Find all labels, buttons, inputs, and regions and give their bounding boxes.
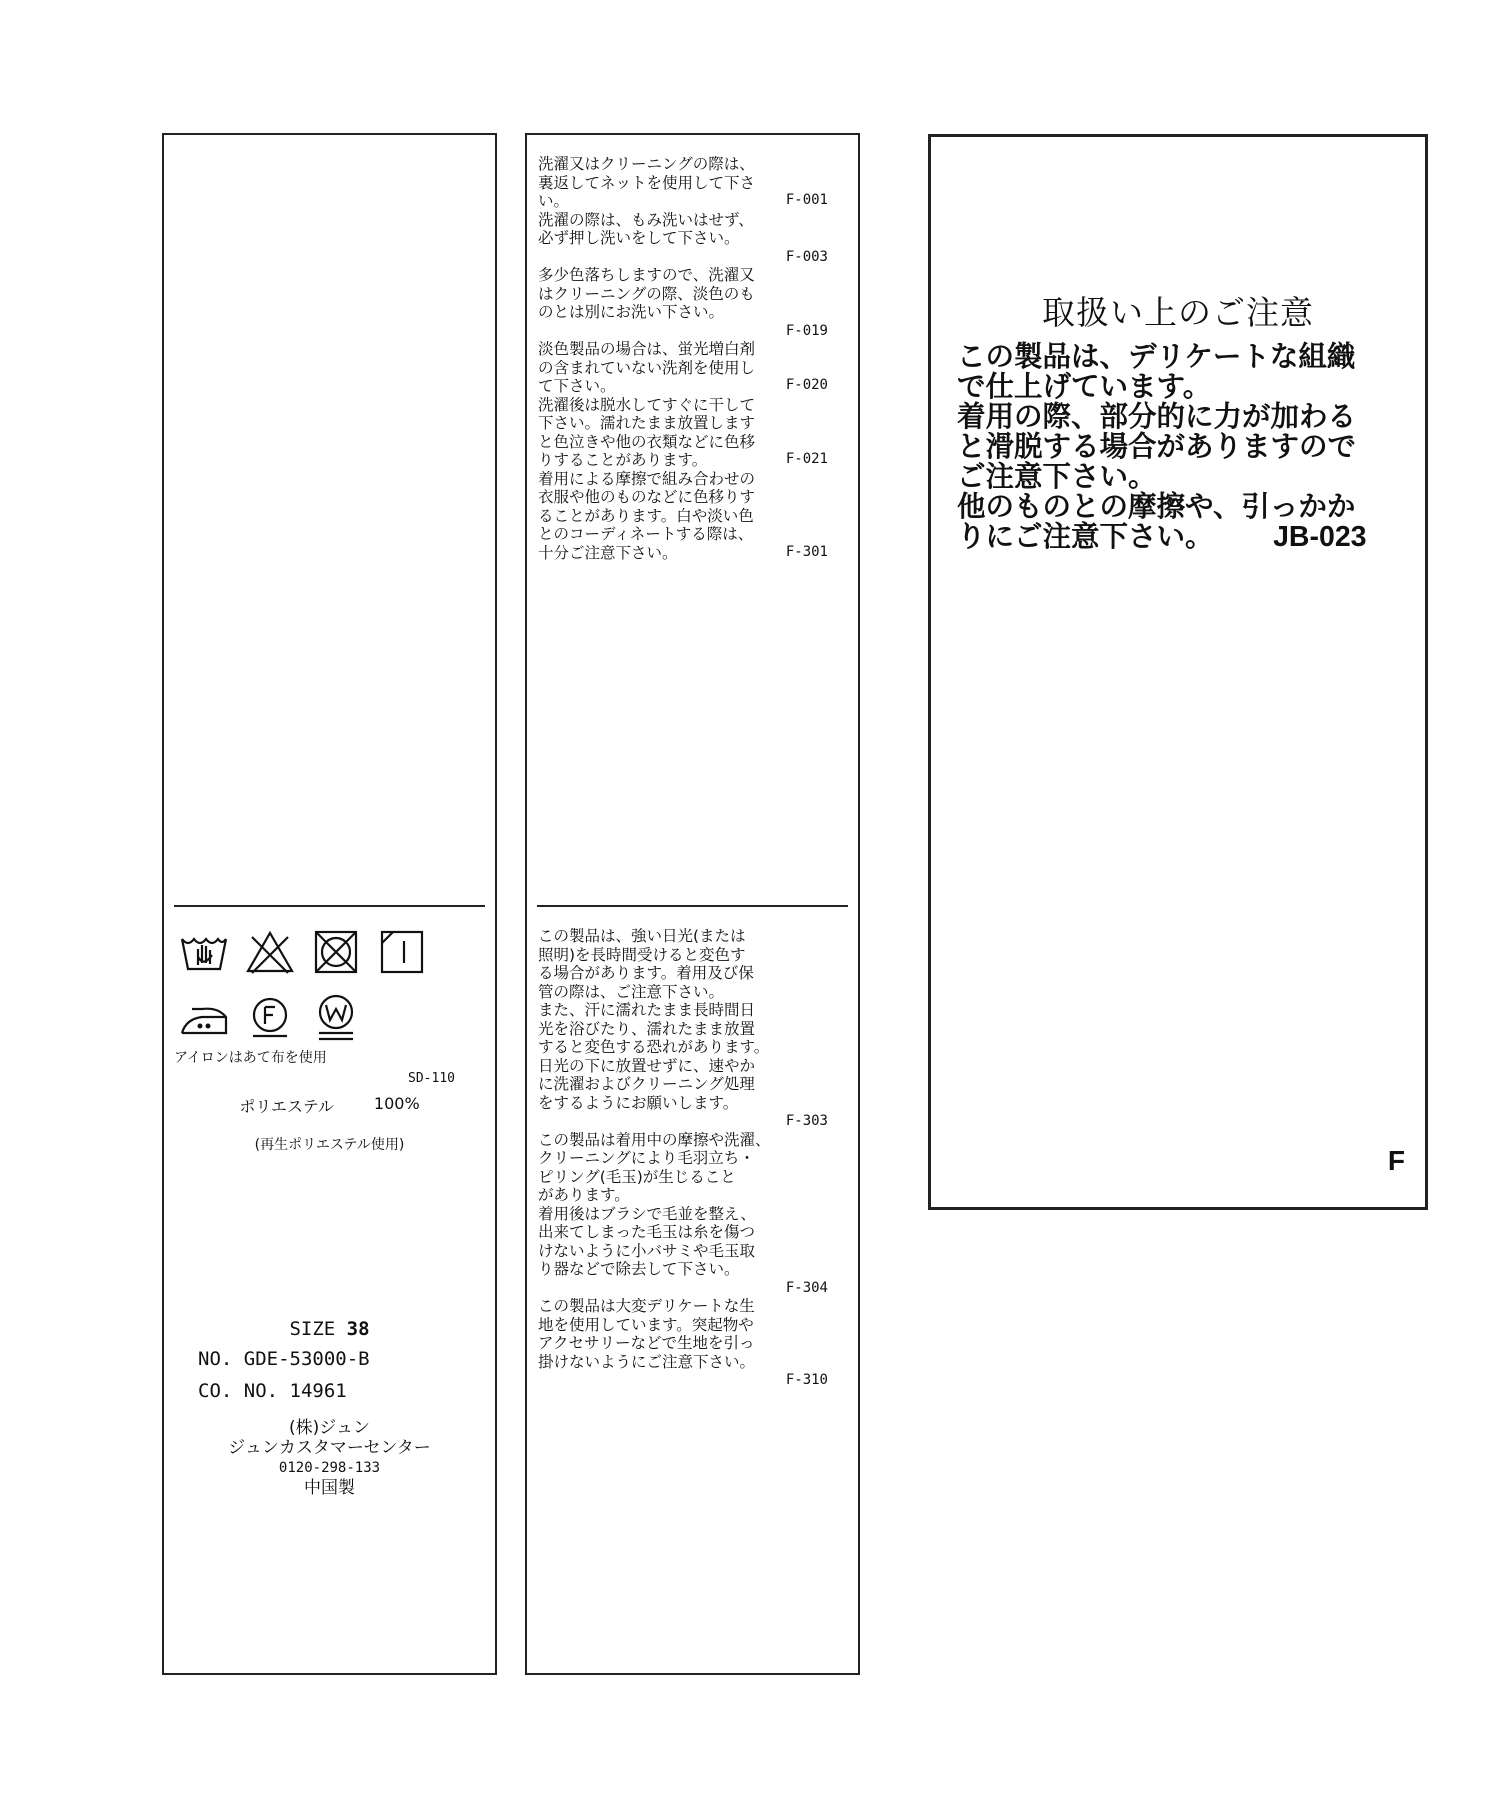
care-label-left [162,133,497,1675]
care-paragraph-text: 洗濯の際は、もみ洗いはせず、 必ず押し洗いをして下さい。 [538,210,754,247]
care-paragraph [538,340,828,396]
caution-code: JB-023 [1273,521,1367,553]
care-paragraph [538,211,828,267]
fiber-composition [164,1094,495,1117]
care-label-middle [525,133,860,1675]
fiber-percent: 100% [373,1094,420,1113]
recycled-note: (再生ポリエステル使用) [254,1137,405,1153]
care-paragraph [538,155,828,211]
maker-info [164,1418,495,1498]
care-paragraph [538,927,828,1131]
customer-center: ジュンカスタマーセンター [228,1438,431,1458]
care-code: F-020 [785,377,828,393]
co-number: CO. NO. 14961 [198,1380,347,1402]
care-symbols-row-2 [178,993,362,1043]
care-paragraph [538,266,828,340]
handling-caution-label [928,134,1428,1210]
label-divider [174,905,485,907]
care-paragraph-text: この製品は着用中の摩擦や洗濯、 クリーニングにより毛羽立ち・ ピリング(毛玉)が生じること があります。 着用後はブラシで毛並を整え、 出来てしまった毛玉は糸を傷つ けないように小バサミや毛玉取 り器などで除去して下さい。 [538,1130,771,1278]
care-code: F-301 [785,543,828,560]
phone-number: 0120-298-133 [278,1460,381,1476]
fiber-name: ポリエステル [239,1097,334,1116]
care-paragraph [538,396,828,470]
care-symbols-row-1 [178,927,428,977]
size-mark: F [1387,1145,1405,1176]
iron-low-icon [178,993,230,1043]
hand-wash-40-icon [178,927,230,977]
drip-dry-shade-icon [376,927,428,977]
sd-code: SD-110 [408,1071,455,1086]
iron-note: アイロンはあて布を使用 [174,1050,327,1066]
care-paragraph [538,470,828,563]
care-code: F-304 [785,1279,828,1296]
care-paragraph-text: 淡色製品の場合は、蛍光増白剤 の含まれていない洗剤を使用し て下さい。 [538,340,756,395]
care-code: F-003 [785,248,828,265]
no-bleach-icon [244,927,296,977]
caution-title: 取扱い上のご注意 [1042,293,1314,332]
care-paragraph [538,1297,828,1390]
care-code: F-310 [785,1372,828,1388]
care-paragraph-text: この製品は大変デリケートな生 地を使用しています。突起物や アクセサリーなどで生地を引っ 掛けないようにご注意下さい。 [538,1297,756,1371]
size-label: SIZE [289,1318,336,1340]
care-code: F-303 [785,1113,828,1129]
care-notes-bottom [538,927,828,1390]
caution-body [957,342,1405,552]
care-paragraph-text: 着用による摩擦で組み合わせの 衣服や他のものなどに色移りす ることがあります。白や淡い色 とのコーディネートする際は、 十分ご注意下さい。 [538,469,756,562]
care-code: F-021 [785,451,828,467]
wet-clean-w-icon [310,993,362,1043]
care-paragraph-text: この製品は、強い日光(または 照明)を長時間受けると変色す る場合があります。着用及び保 管の際は、ご注意下さい。 また、汗に濡れたまま長時間日 光を浴びたり、濡れたまま放置 すると変色する恐れがあります。 日光の下に放置せずに、速やか に洗濯およびクリーニング処理 をするようにお願いします。 [538,927,770,1112]
care-paragraph-text: 洗濯又はクリーニングの際は、 裏返してネットを使用して下さ い。 [538,155,756,210]
care-paragraph-text: 多少色落ちしますので、洗濯又 はクリーニングの際、淡色のも のとは別にお洗い下さい。 [538,266,755,321]
caution-text: この製品は、デリケートな組織 で仕上げています。 着用の際、部分的に力が加わる と滑脱する場合がありますので ご注意下さい。 他のものとの摩擦や、引っかか りにご注意下さい。 [957,340,1357,553]
care-paragraph [538,1131,828,1298]
care-paragraph-text: 洗濯後は脱水してすぐに干して 下さい。濡れたまま放置します と色泣きや他の衣類などに色移 りすることがあります。 [538,395,756,469]
country-of-origin: 中国製 [304,1478,355,1498]
care-notes-top [538,155,828,562]
company-name: (株)ジュン [289,1418,370,1438]
label-divider [537,905,848,907]
product-number: NO. GDE-53000-B [198,1348,370,1370]
dry-clean-f-icon [244,993,296,1043]
no-tumble-dry-icon [310,927,362,977]
care-code: F-001 [785,192,828,208]
size-line [164,1318,495,1340]
care-code: F-019 [785,322,828,339]
size-value: 38 [346,1318,370,1340]
